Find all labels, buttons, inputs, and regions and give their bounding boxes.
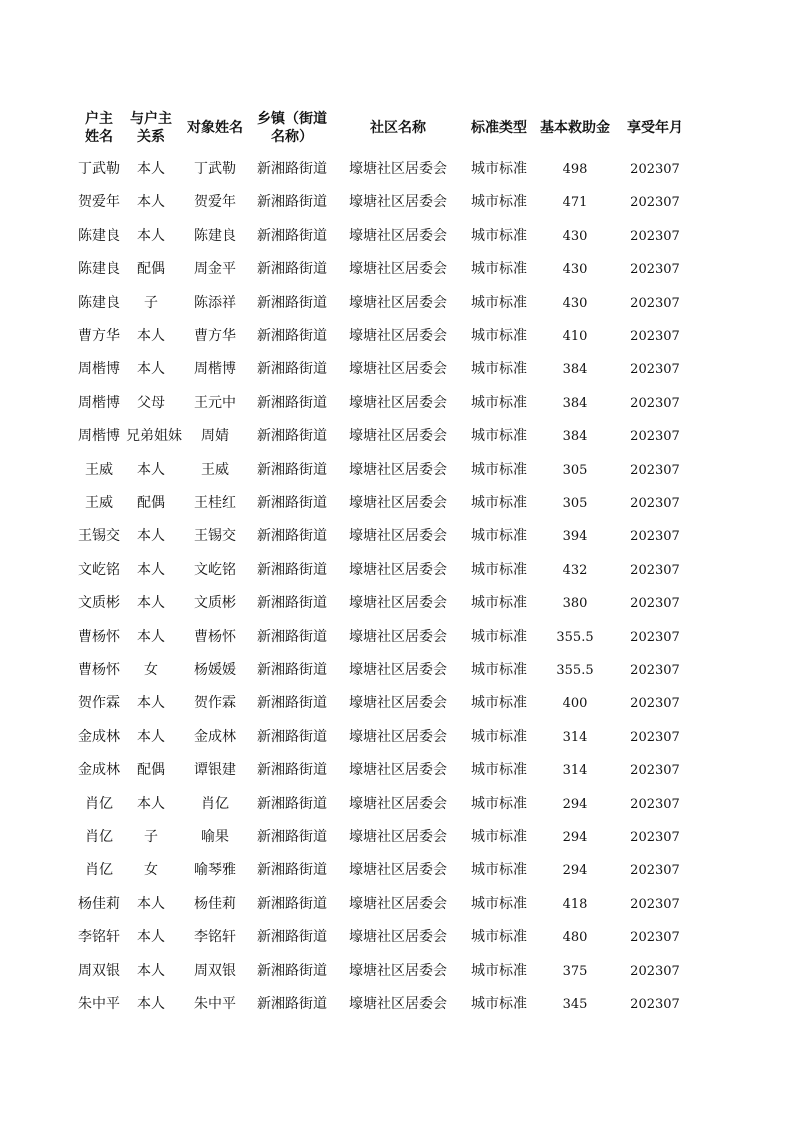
cell-period: 202307 (630, 729, 680, 745)
cell-householder-name: 杨佳莉 (78, 895, 120, 912)
cell-period: 202307 (630, 162, 680, 177)
cell-standard-type: 城市标准 (471, 695, 527, 712)
cell-basic-aid: 345 (562, 997, 588, 1012)
cell-community: 壕塘社区居委会 (349, 227, 447, 244)
cell-community: 壕塘社区居委会 (349, 561, 447, 578)
cell-town: 新湘路街道 (257, 161, 327, 177)
cell-standard-type: 城市标准 (471, 194, 527, 211)
cell-subject-name: 周楷博 (194, 361, 236, 378)
cell-community: 壕塘社区居委会 (349, 461, 447, 478)
cell-householder-name: 金成林 (78, 762, 120, 779)
table-row (0, 253, 793, 286)
cell-town: 新湘路街道 (257, 328, 327, 344)
cell-subject-name: 文质彬 (194, 595, 236, 612)
cell-standard-type: 城市标准 (471, 261, 527, 278)
cell-subject-name: 李铭轩 (194, 929, 236, 946)
table-row (0, 520, 793, 553)
cell-relation: 配偶 (137, 261, 165, 278)
cell-householder-name: 金成林 (78, 728, 120, 745)
header-town: 乡镇（街道 名称） (257, 111, 327, 145)
cell-subject-name: 陈建良 (194, 227, 236, 244)
table-row (0, 854, 793, 887)
cell-basic-aid: 314 (562, 729, 588, 745)
cell-relation: 女 (144, 662, 158, 678)
cell-period: 202307 (630, 462, 680, 478)
cell-community: 壕塘社区居委会 (349, 261, 447, 278)
table-row (0, 554, 793, 587)
cell-town: 新湘路街道 (257, 728, 327, 745)
cell-relation: 兄弟姐妹 (126, 428, 182, 445)
cell-subject-name: 杨佳莉 (194, 895, 236, 912)
cell-town: 新湘路街道 (257, 261, 327, 278)
table-row (0, 654, 793, 687)
cell-town: 新湘路街道 (257, 795, 327, 812)
cell-period: 202307 (630, 395, 680, 411)
cell-basic-aid: 314 (562, 763, 588, 779)
cell-town: 新湘路街道 (257, 194, 327, 211)
table-row (0, 387, 793, 420)
cell-relation: 子 (144, 294, 158, 311)
cell-standard-type: 城市标准 (471, 962, 527, 979)
cell-standard-type: 城市标准 (471, 996, 527, 1012)
header-subject-name: 对象姓名 (187, 120, 243, 136)
cell-period: 202307 (630, 228, 680, 244)
table-row (0, 454, 793, 487)
cell-standard-type: 城市标准 (471, 394, 527, 411)
cell-community: 壕塘社区居委会 (349, 161, 447, 177)
cell-basic-aid: 294 (562, 863, 588, 879)
cell-community: 壕塘社区居委会 (349, 862, 447, 879)
cell-standard-type: 城市标准 (471, 528, 527, 545)
cell-community: 壕塘社区居委会 (349, 595, 447, 612)
cell-period: 202307 (630, 529, 680, 545)
cell-community: 壕塘社区居委会 (349, 662, 447, 678)
table-row (0, 821, 793, 854)
cell-subject-name: 周金平 (194, 261, 236, 278)
cell-period: 202307 (630, 696, 680, 712)
table-row (0, 788, 793, 821)
cell-town: 新湘路街道 (257, 528, 327, 545)
cell-householder-name: 文屹铭 (78, 561, 120, 578)
cell-householder-name: 丁武勒 (78, 161, 120, 177)
cell-householder-name: 李铭轩 (78, 929, 120, 946)
header-basic-aid: 基本救助金 (540, 120, 610, 136)
cell-basic-aid: 384 (562, 362, 588, 378)
cell-period: 202307 (630, 562, 680, 578)
cell-householder-name: 陈建良 (78, 261, 120, 278)
header-community: 社区名称 (370, 120, 426, 136)
cell-householder-name: 王威 (85, 461, 113, 478)
cell-period: 202307 (630, 863, 680, 879)
table-row (0, 587, 793, 620)
cell-town: 新湘路街道 (257, 662, 327, 678)
table-row (0, 621, 793, 654)
cell-standard-type: 城市标准 (471, 428, 527, 445)
cell-town: 新湘路街道 (257, 695, 327, 712)
cell-period: 202307 (630, 362, 680, 378)
cell-standard-type: 城市标准 (471, 862, 527, 879)
cell-relation: 本人 (137, 929, 165, 946)
cell-subject-name: 周双银 (194, 962, 236, 979)
cell-period: 202307 (630, 763, 680, 779)
cell-standard-type: 城市标准 (471, 762, 527, 779)
cell-standard-type: 城市标准 (471, 628, 527, 645)
cell-standard-type: 城市标准 (471, 561, 527, 578)
cell-basic-aid: 430 (562, 228, 588, 244)
cell-town: 新湘路街道 (257, 829, 327, 845)
cell-period: 202307 (630, 896, 680, 912)
cell-subject-name: 贺作霖 (194, 695, 236, 712)
cell-subject-name: 王威 (201, 461, 229, 478)
cell-period: 202307 (630, 930, 680, 946)
cell-standard-type: 城市标准 (471, 895, 527, 912)
table-row (0, 287, 793, 320)
cell-period: 202307 (630, 195, 680, 211)
cell-standard-type: 城市标准 (471, 361, 527, 378)
cell-standard-type: 城市标准 (471, 795, 527, 812)
cell-period: 202307 (630, 997, 680, 1012)
cell-community: 壕塘社区居委会 (349, 962, 447, 979)
cell-period: 202307 (630, 629, 680, 645)
cell-subject-name: 谭银建 (194, 762, 236, 779)
cell-town: 新湘路街道 (257, 227, 327, 244)
cell-period: 202307 (630, 663, 680, 678)
cell-relation: 本人 (137, 628, 165, 645)
cell-basic-aid: 355.5 (556, 663, 594, 678)
cell-town: 新湘路街道 (257, 361, 327, 378)
cell-community: 壕塘社区居委会 (349, 394, 447, 411)
cell-basic-aid: 480 (562, 930, 588, 946)
cell-basic-aid: 384 (562, 429, 588, 445)
cell-subject-name: 王桂红 (194, 495, 236, 511)
cell-relation: 父母 (137, 394, 165, 411)
cell-town: 新湘路街道 (257, 294, 327, 311)
cell-subject-name: 文屹铭 (194, 561, 236, 578)
cell-householder-name: 王威 (85, 495, 113, 511)
cell-basic-aid: 418 (562, 896, 588, 912)
table-row (0, 220, 793, 253)
cell-community: 壕塘社区居委会 (349, 495, 447, 511)
table-row (0, 420, 793, 453)
cell-householder-name: 朱中平 (78, 996, 120, 1012)
cell-town: 新湘路街道 (257, 929, 327, 946)
cell-basic-aid: 380 (562, 596, 588, 612)
cell-basic-aid: 410 (562, 329, 588, 344)
cell-subject-name: 杨媛媛 (194, 662, 236, 678)
cell-community: 壕塘社区居委会 (349, 895, 447, 912)
cell-community: 壕塘社区居委会 (349, 428, 447, 445)
cell-householder-name: 文质彬 (78, 595, 120, 612)
cell-householder-name: 周楷博 (78, 428, 120, 445)
table-row (0, 721, 793, 754)
cell-community: 壕塘社区居委会 (349, 695, 447, 712)
cell-subject-name: 王元中 (194, 394, 236, 411)
cell-town: 新湘路街道 (257, 628, 327, 645)
cell-period: 202307 (630, 796, 680, 812)
cell-householder-name: 周楷博 (78, 394, 120, 411)
cell-relation: 本人 (137, 161, 165, 177)
cell-relation: 本人 (137, 962, 165, 979)
cell-basic-aid: 400 (562, 696, 588, 712)
cell-basic-aid: 430 (562, 295, 588, 311)
cell-relation: 本人 (137, 595, 165, 612)
cell-community: 壕塘社区居委会 (349, 728, 447, 745)
table-row (0, 687, 793, 720)
table-row (0, 988, 793, 1021)
header-standard-type: 标准类型 (471, 120, 527, 136)
cell-period: 202307 (630, 329, 680, 344)
cell-subject-name: 朱中平 (194, 996, 236, 1012)
cell-subject-name: 陈添祥 (194, 294, 236, 311)
table-row (0, 320, 793, 353)
cell-subject-name: 曹杨怀 (194, 628, 236, 645)
cell-householder-name: 曹杨怀 (78, 662, 120, 678)
cell-basic-aid: 305 (562, 462, 588, 478)
cell-community: 壕塘社区居委会 (349, 996, 447, 1012)
cell-relation: 本人 (137, 728, 165, 745)
cell-community: 壕塘社区居委会 (349, 194, 447, 211)
cell-relation: 女 (144, 862, 158, 879)
cell-relation: 本人 (137, 227, 165, 244)
table-row (0, 921, 793, 954)
cell-community: 壕塘社区居委会 (349, 829, 447, 845)
cell-standard-type: 城市标准 (471, 829, 527, 845)
cell-town: 新湘路街道 (257, 461, 327, 478)
cell-period: 202307 (630, 295, 680, 311)
cell-relation: 本人 (137, 895, 165, 912)
header-period: 享受年月 (627, 120, 683, 136)
cell-community: 壕塘社区居委会 (349, 328, 447, 344)
cell-householder-name: 王锡交 (78, 528, 120, 545)
cell-householder-name: 曹方华 (78, 328, 120, 344)
cell-period: 202307 (630, 262, 680, 278)
table-row (0, 353, 793, 386)
cell-standard-type: 城市标准 (471, 495, 527, 511)
cell-relation: 本人 (137, 528, 165, 545)
cell-period: 202307 (630, 596, 680, 612)
cell-subject-name: 喻琴雅 (194, 862, 236, 879)
cell-community: 壕塘社区居委会 (349, 762, 447, 779)
cell-town: 新湘路街道 (257, 895, 327, 912)
cell-town: 新湘路街道 (257, 394, 327, 411)
cell-standard-type: 城市标准 (471, 161, 527, 177)
header-householder-name: 户主 姓名 (85, 111, 113, 145)
cell-relation: 本人 (137, 996, 165, 1012)
cell-householder-name: 曹杨怀 (78, 628, 120, 645)
cell-relation: 本人 (137, 361, 165, 378)
cell-town: 新湘路街道 (257, 595, 327, 612)
cell-period: 202307 (630, 429, 680, 445)
cell-basic-aid: 375 (562, 963, 588, 979)
cell-period: 202307 (630, 496, 680, 511)
cell-standard-type: 城市标准 (471, 929, 527, 946)
cell-town: 新湘路街道 (257, 495, 327, 511)
header-relation: 与户主 关系 (130, 111, 172, 145)
cell-relation: 本人 (137, 795, 165, 812)
cell-community: 壕塘社区居委会 (349, 929, 447, 946)
cell-relation: 配偶 (137, 495, 165, 511)
cell-period: 202307 (630, 830, 680, 845)
cell-subject-name: 喻果 (201, 829, 229, 845)
table-row (0, 754, 793, 787)
cell-householder-name: 肖亿 (85, 795, 113, 812)
cell-town: 新湘路街道 (257, 996, 327, 1012)
cell-basic-aid: 471 (562, 195, 588, 211)
cell-basic-aid: 305 (562, 496, 588, 511)
cell-standard-type: 城市标准 (471, 294, 527, 311)
cell-town: 新湘路街道 (257, 428, 327, 445)
cell-householder-name: 贺爱年 (78, 194, 120, 211)
cell-householder-name: 周楷博 (78, 361, 120, 378)
cell-community: 壕塘社区居委会 (349, 528, 447, 545)
cell-relation: 本人 (137, 328, 165, 344)
cell-householder-name: 肖亿 (85, 829, 113, 845)
table-row (0, 888, 793, 921)
cell-relation: 本人 (137, 461, 165, 478)
cell-basic-aid: 294 (562, 796, 588, 812)
cell-community: 壕塘社区居委会 (349, 294, 447, 311)
table-row (0, 186, 793, 219)
cell-period: 202307 (630, 963, 680, 979)
cell-basic-aid: 432 (562, 562, 588, 578)
cell-relation: 本人 (137, 561, 165, 578)
cell-householder-name: 肖亿 (85, 862, 113, 879)
cell-basic-aid: 430 (562, 262, 588, 278)
cell-basic-aid: 498 (562, 162, 588, 177)
table-row (0, 955, 793, 988)
cell-householder-name: 陈建良 (78, 294, 120, 311)
cell-householder-name: 陈建良 (78, 227, 120, 244)
table-row (0, 487, 793, 520)
cell-subject-name: 丁武勒 (194, 161, 236, 177)
cell-standard-type: 城市标准 (471, 662, 527, 678)
cell-standard-type: 城市标准 (471, 461, 527, 478)
cell-subject-name: 贺爱年 (194, 194, 236, 211)
cell-householder-name: 贺作霖 (78, 695, 120, 712)
cell-subject-name: 曹方华 (194, 328, 236, 344)
cell-community: 壕塘社区居委会 (349, 361, 447, 378)
cell-relation: 配偶 (137, 762, 165, 779)
table-row (0, 153, 793, 186)
cell-community: 壕塘社区居委会 (349, 628, 447, 645)
cell-standard-type: 城市标准 (471, 328, 527, 344)
cell-basic-aid: 355.5 (556, 629, 594, 645)
cell-standard-type: 城市标准 (471, 227, 527, 244)
cell-standard-type: 城市标准 (471, 728, 527, 745)
cell-relation: 子 (144, 829, 158, 845)
cell-town: 新湘路街道 (257, 762, 327, 779)
cell-relation: 本人 (137, 695, 165, 712)
cell-subject-name: 王锡交 (194, 528, 236, 545)
cell-basic-aid: 294 (562, 830, 588, 845)
cell-basic-aid: 394 (562, 529, 588, 545)
cell-subject-name: 肖亿 (201, 795, 229, 812)
cell-town: 新湘路街道 (257, 962, 327, 979)
cell-householder-name: 周双银 (78, 962, 120, 979)
cell-relation: 本人 (137, 194, 165, 211)
cell-town: 新湘路街道 (257, 862, 327, 879)
cell-town: 新湘路街道 (257, 561, 327, 578)
cell-community: 壕塘社区居委会 (349, 795, 447, 812)
cell-subject-name: 金成林 (194, 728, 236, 745)
cell-subject-name: 周婧 (201, 428, 229, 445)
cell-basic-aid: 384 (562, 395, 588, 411)
cell-standard-type: 城市标准 (471, 595, 527, 612)
